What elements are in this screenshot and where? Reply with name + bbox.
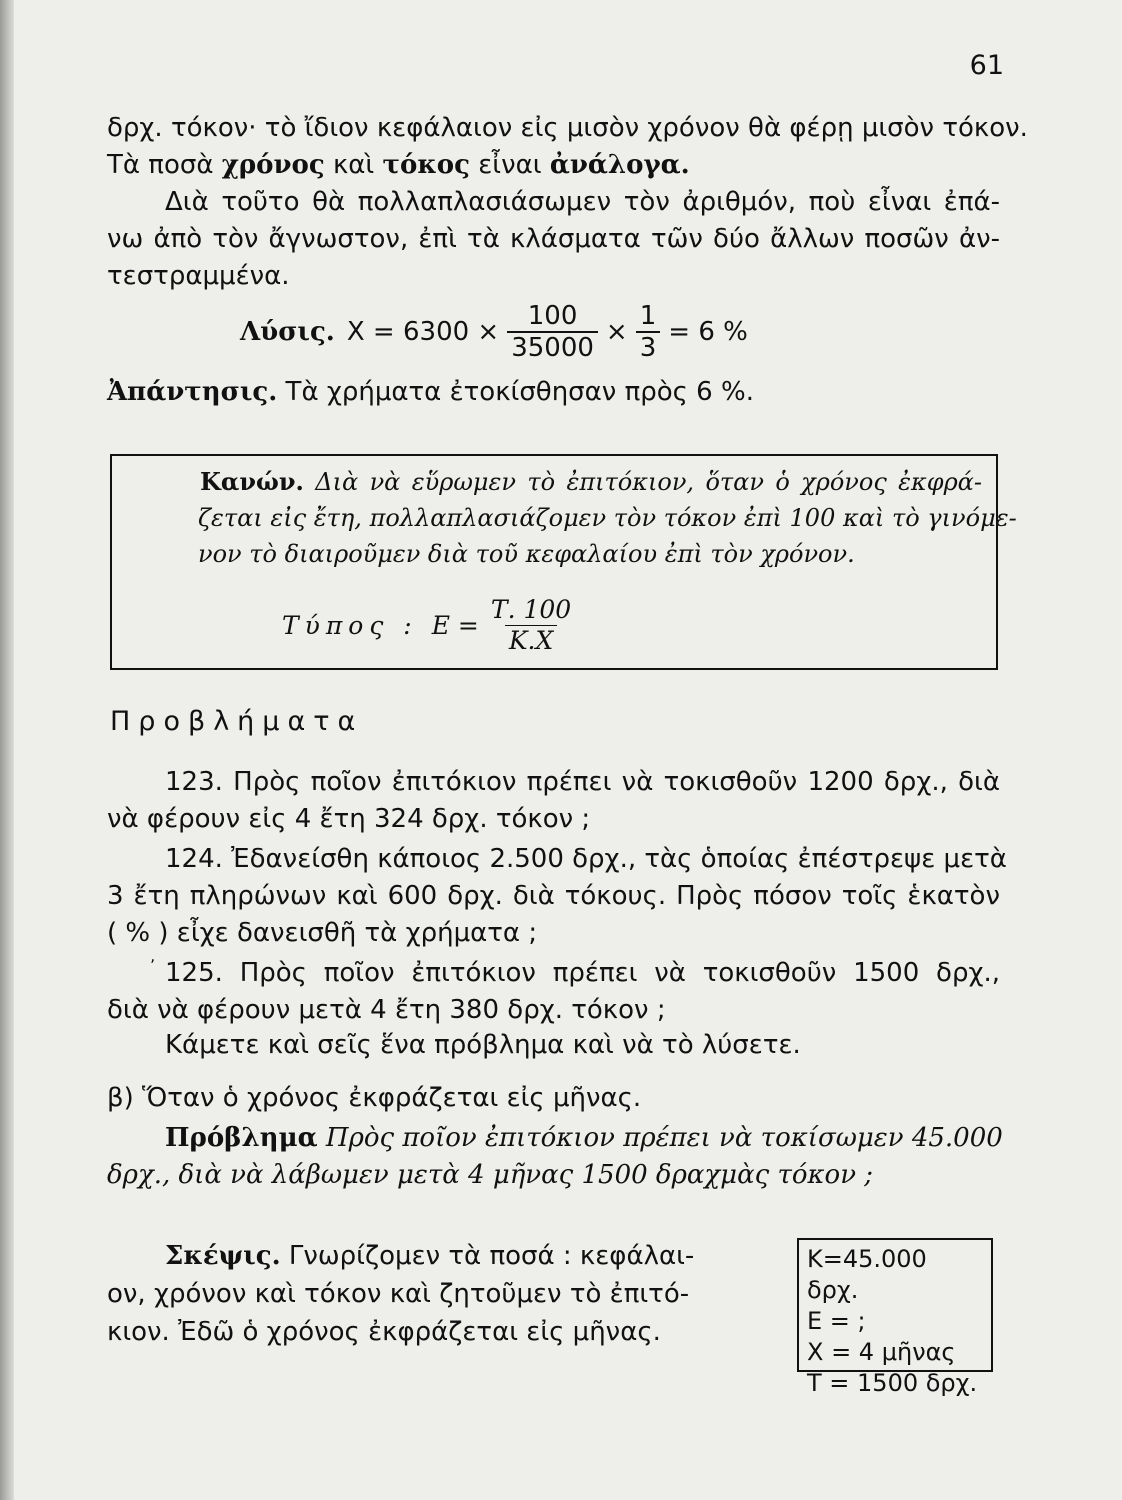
rule-line-2: ζεται εἰς ἔτη, πολλαπλασιάζομεν τὸν τόκον ἐπὶ 100 καὶ τὸ γινόμε- [198, 504, 1017, 532]
intro-line-3: Διὰ τοῦτο θὰ πολλαπλασιάσωμεν τὸν ἀριθμόν, ποὺ εἶναι ἐπά- [165, 187, 1000, 217]
make-own-problem: Κάμετε καὶ σεῖς ἕνα πρόβλημα καὶ νὰ τὸ λύσετε. [165, 1030, 801, 1060]
solution-equation [240, 292, 748, 372]
given-time: Χ = 4 μῆνας [807, 1338, 956, 1366]
formula-numerator: Τ. 100 [490, 594, 572, 624]
problem-b-line-2: δρχ., διὰ νὰ λάβωμεν μετὰ 4 μῆνας 1500 δραχμὰς τόκον ; [107, 1160, 874, 1190]
rule-line-1 [200, 464, 982, 500]
times-sign: × [605, 317, 628, 347]
rule-text: Διὰ νὰ εὕρωμεν τὸ ἐπιτόκιον, ὅταν ὁ χρόνος ἐκφρά- [315, 468, 982, 496]
formula-denominator: Κ.Χ [505, 625, 557, 656]
intro-text: εἶναι [469, 150, 550, 180]
fraction-2 [636, 301, 661, 363]
problem-b-label: Πρόβλημα [165, 1123, 318, 1153]
solution-result: = 6 % [668, 317, 748, 347]
problems-heading: Προβλήματα [110, 706, 364, 737]
answer-text: Τὰ χρήματα ἐτοκίσθησαν πρὸς 6 %. [277, 377, 754, 407]
answer-line [107, 374, 1000, 410]
intro-text: καὶ [324, 150, 383, 180]
margin-tick-mark: ʼ [150, 956, 156, 975]
rule-box [110, 454, 1017, 670]
thought-line-3: κιον. Ἐδῶ ὁ χρόνος ἐκφράζεται εἰς μῆνας. [107, 1317, 661, 1347]
given-interest: Τ = 1500 δρχ. [807, 1369, 978, 1397]
bold-term-interest: τόκος [382, 150, 470, 180]
page-binding-edge [0, 0, 14, 1500]
formula-fraction [487, 595, 575, 656]
answer-label: Ἀπάντησις. [107, 377, 278, 407]
problem-123-line-1: 123. Πρὸς ποῖον ἐπιτόκιον πρέπει νὰ τοκισθοῦν 1200 δρχ., διὰ [165, 767, 1000, 797]
problem-125-line-2: διὰ νὰ φέρουν μετὰ 4 ἔτη 380 δρχ. τόκον ; [107, 995, 666, 1025]
thought-label: Σκέψις. [165, 1241, 281, 1271]
fraction-2-numerator: 1 [639, 301, 657, 331]
thought-line-2: ον, χρόνον καὶ τόκον καὶ ζητοῦμεν τὸ ἐπιτό- [107, 1279, 690, 1309]
intro-line-5: τεστραμμένα. [107, 261, 290, 291]
fraction-1-numerator: 100 [527, 301, 578, 331]
solution-lhs: Χ = 6300 × [346, 317, 500, 347]
problem-125-line-1: 125. Πρὸς ποῖον ἐπιτόκιον πρέπει νὰ τοκισθοῦν 1500 δρχ., [165, 958, 1000, 988]
problem-b-line-1 [165, 1120, 1003, 1156]
bold-term-time: χρόνος [221, 150, 325, 180]
problem-123-line-2: νὰ φέρουν εἰς 4 ἔτη 324 δρχ. τόκον ; [107, 804, 591, 834]
formula-label: Τύπος : [282, 610, 418, 640]
bold-term-proportional: ἀνάλογα. [549, 150, 690, 180]
page-number: 61 [969, 50, 1004, 81]
rule-line-3: νον τὸ διαιροῦμεν διὰ τοῦ κεφαλαίου ἐπὶ τὸν χρόνον. [198, 540, 855, 568]
fraction-1-denominator: 35000 [507, 331, 598, 363]
problem-124-line-2: 3 ἔτη πληρώνων καὶ 600 δρχ. διὰ τόκους. Πρὸς πόσον τοῖς ἑκατὸν [107, 881, 1000, 911]
intro-line-4: νω ἀπὸ τὸν ἄγνωστον, ἐπὶ τὰ κλάσματα τῶν δύο ἄλλων ποσῶν ἀν- [107, 224, 1000, 254]
rule-formula [282, 590, 583, 660]
problem-124-line-1: 124. Ἐδανείσθη κάποιος 2.500 δρχ., τὰς ὁποίας ἐπέστρεψε μετὰ [165, 844, 1007, 874]
intro-line-1: δρχ. τόκον· τὸ ἴδιον κεφάλαιον εἰς μισὸν χρόνον θὰ φέρῃ μισὸν τόκον. [107, 113, 1028, 143]
fraction-1 [507, 301, 598, 363]
given-data-box [797, 1238, 993, 1397]
intro-line-2 [107, 147, 1000, 183]
thought-line-1 [165, 1238, 725, 1274]
given-rate: Ε = ; [807, 1307, 866, 1335]
given-capital: Κ=45.000 δρχ. [807, 1245, 927, 1304]
rule-label: Κανών. [200, 467, 304, 496]
solution-label: Λύσις. [240, 317, 335, 347]
intro-text: Τὰ ποσὰ [107, 150, 222, 180]
formula-lhs: Ε = [431, 610, 479, 640]
fraction-2-denominator: 3 [636, 331, 661, 363]
problem-124-line-3: ( % ) εἶχε δανεισθῆ τὰ χρήματα ; [107, 918, 538, 948]
thought-text: Γνωρίζομεν τὰ ποσά : κεφάλαι- [280, 1241, 695, 1271]
section-b-heading: β) Ὅταν ὁ χρόνος ἐκφράζεται εἰς μῆνας. [107, 1083, 642, 1113]
problem-b-text: Πρὸς ποῖον ἐπιτόκιον πρέπει νὰ τοκίσωμεν 45.000 [325, 1123, 1003, 1153]
